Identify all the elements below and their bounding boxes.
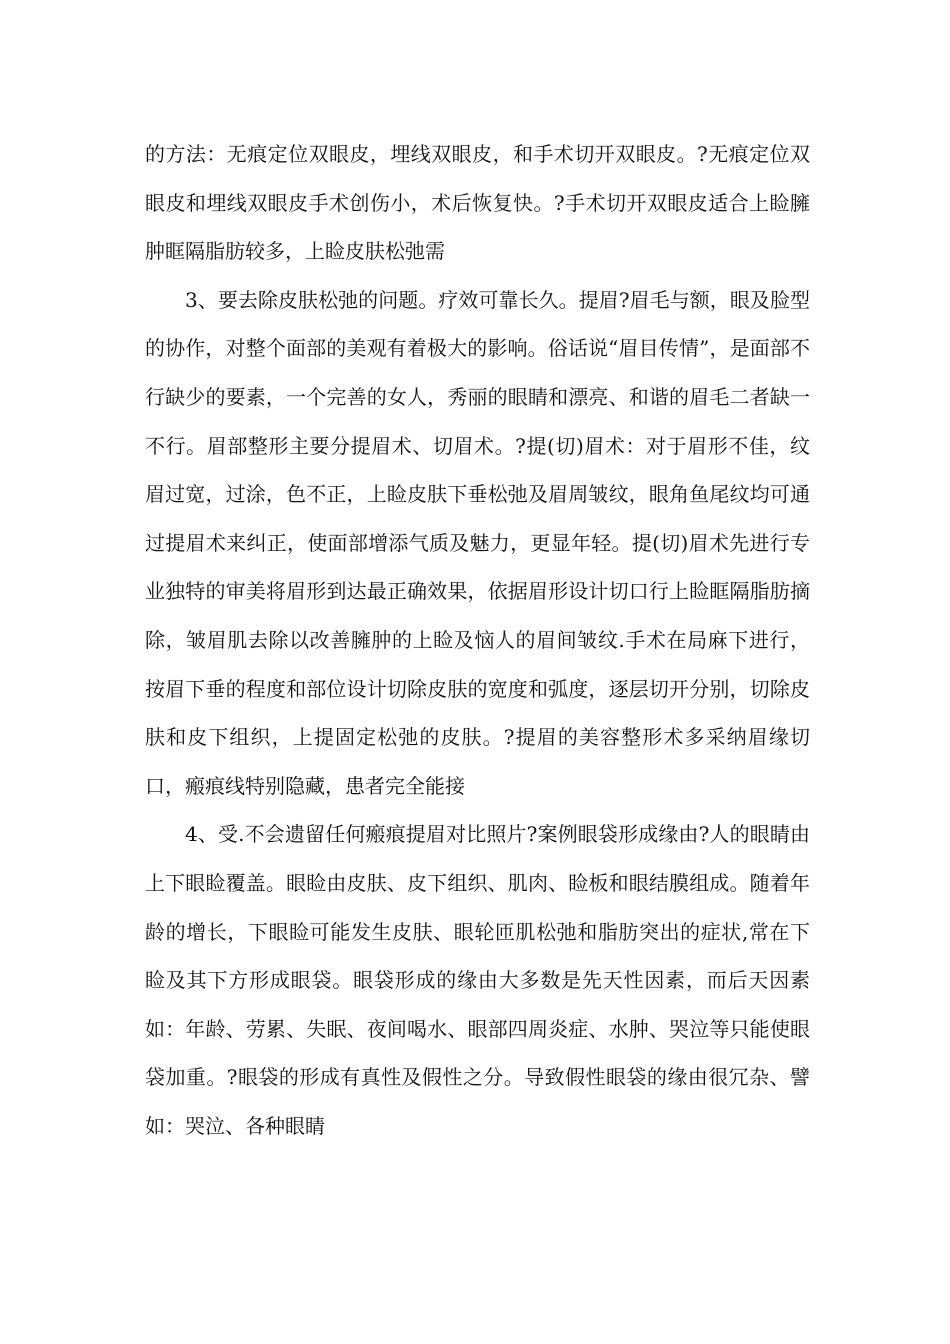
paragraph-continued: 的方法：无痕定位双眼皮，埋线双眼皮，和手术切开双眼皮。?无痕定位双眼皮和埋线双眼皮手术创伤小，术后恢复快。?手术切开双眼皮适合上睑臃肿眶隔脂肪较多，上睑皮肤松弛需 [145, 142, 810, 264]
paragraph-4: 4、受.不会遗留任何瘢痕提眉对比照片?案例眼袋形成缘由?人的眼睛由上下眼睑覆盖。眼睑由皮肤、皮下组织、肌肉、睑板和眼结膜组成。随着年龄的增长，下眼睑可能发生皮肤、眼轮匝肌松弛和脂肪突出的症状,常在下睑及其下方形成眼袋。眼袋形成的缘由大多数是先天性因素，而后天因素如：年龄、劳累、失眠、夜间喝水、眼部四周炎症、水肿、哭泣等只能使眼袋加重。?眼袋的形成有真性及假性之分。导致假性眼袋的缘由很冗杂、譬如：哭泣、各种眼睛 [145, 822, 810, 1138]
paragraph-3: 3、要去除皮肤松弛的问题。疗效可靠长久。提眉?眉毛与额，眼及脸型的协作，对整个面部的美观有着极大的影响。俗话说“眉目传情”，是面部不行缺少的要素，一个完善的女人，秀丽的眼睛和漂亮、和谐的眉毛二者缺一不行。眉部整形主要分提眉术、切眉术。?提(切)眉术：对于眉形不佳，纹眉过宽，过涂，色不正，上睑皮肤下垂松弛及眉周皱纹，眼角鱼尾纹均可通过提眉术来纠正，使面部增添气质及魅力，更显年轻。提(切)眉术先进行专业独特的审美将眉形到达最正确效果，依据眉形设计切口行上睑眶隔脂肪摘除，皱眉肌去除以改善臃肿的上睑及恼人的眉间皱纹.手术在局麻下进行，按眉下垂的程度和部位设计切除皮肤的宽度和弧度，逐层切开分别，切除皮肤和皮下组织，上提固定松弛的皮肤。?提眉的美容整形术多采纳眉缘切口，瘢痕线特别隐藏，患者完全能接 [145, 287, 810, 798]
body-text [145, 130, 810, 1150]
